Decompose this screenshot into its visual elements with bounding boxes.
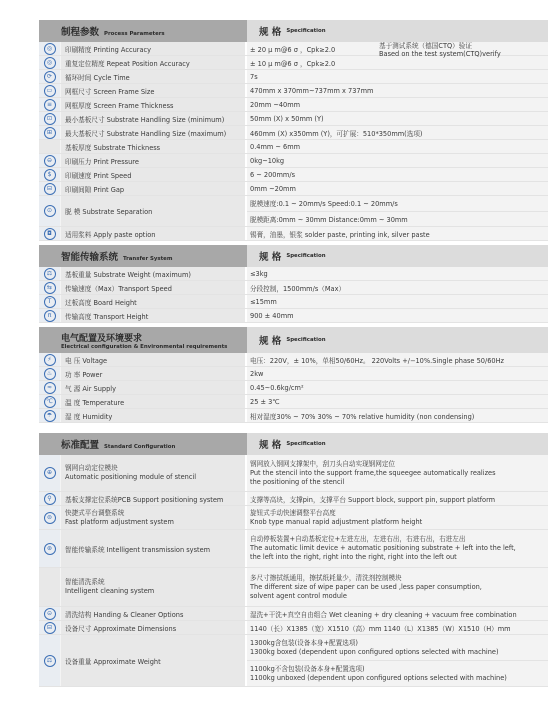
board-height-icon: T (39, 295, 61, 308)
spec-value: 0.45~0.6kg/cm² (247, 381, 548, 394)
paste-value: 锡膏，油墨，银浆 solder paste, printing ink, silver paste (247, 227, 548, 240)
cleaning-icon: ⊝ (39, 607, 61, 620)
spec-label: 基板重量 Substrate Weight (maximum) (61, 267, 247, 280)
stencil-row (39, 455, 548, 492)
stencil-value: 钢网放入钢网支撑架中，刮刀头自动实现钢网定位 Put the stencil into the support frame,the squeegee automatically realizes the positioning of the stencil (247, 455, 548, 491)
handing-row (39, 607, 548, 621)
spec-row (39, 126, 548, 140)
target-icon: ◎ (39, 56, 61, 69)
spec-value: 0kg~10kg (247, 154, 548, 167)
spec-label: 印刷间隙 Print Gap (61, 182, 247, 195)
target-icon: ◎ (39, 42, 61, 55)
spec-label: 传输高度 Transport Height (61, 309, 247, 322)
stencil-icon: ⊕ (39, 455, 61, 491)
spec-label: 气 源 Air Supply (61, 381, 247, 394)
spec-value: 7s (247, 70, 548, 83)
separation-distance: 脱模距离:0mm ~ 30mm Distance:0mm ~ 30mm (247, 212, 548, 227)
dimensions-icon: ⊟ (39, 621, 61, 634)
spec-row (39, 267, 548, 281)
paste-icon: ◘ (39, 227, 61, 240)
paste-row (39, 227, 548, 241)
cleaning-system-row (39, 568, 548, 607)
spec-row (39, 98, 548, 112)
spec-label: 基板厚度 Substrate Thickness (61, 140, 247, 153)
speed-icon: $ (39, 168, 61, 181)
separation-speed: 脱模速度:0.1 ~ 20mm/s Speed:0.1 ~ 20mm/s (247, 196, 548, 212)
spec-value: 2kw (247, 367, 548, 380)
gap-icon: ⊟ (39, 182, 61, 195)
max-size-icon: ⊞ (39, 126, 61, 139)
voltage-icon: ⚡ (39, 353, 61, 366)
weight-label: 设备重量 Approximate Weight (61, 635, 247, 686)
spec-value: 460mm (X) x350mm (Y)，可扩展：510*350mm(选项) (247, 126, 548, 139)
platform-icon: ⊜ (39, 506, 61, 529)
spec-row (39, 168, 548, 182)
spec-row (39, 367, 548, 381)
cycle-icon: ⟳ (39, 70, 61, 83)
spec-label: 温 度 Temperature (61, 395, 247, 408)
spec-value: 6 ~ 200mm/s (247, 168, 548, 181)
spec-label: 过板高度 Board Height (61, 295, 247, 308)
spec-row (39, 353, 548, 367)
spec-row (39, 182, 548, 196)
air-icon: ≈ (39, 381, 61, 394)
spec-label: 湿 度 Humidity (61, 409, 247, 422)
spec-label: 最大基板尺寸 Substrate Handling Size (maximum) (61, 126, 247, 139)
spec-label: 网框厚度 Screen Frame Thickness (61, 98, 247, 111)
spec-row (39, 56, 548, 70)
electrical-header-title: 电气配置及环境要求 Electrical configuration & Environmental requirements (39, 327, 247, 353)
spec-row (39, 295, 548, 309)
transfer-header-spec: 规 格 Specification (247, 245, 548, 267)
standard-header-title: 标准配置 Standard Configuration (39, 433, 247, 455)
standard-header (39, 433, 548, 455)
cleaning-system-label: 智能清洗系统 Intelligent cleaning system (61, 568, 247, 606)
spec-row (39, 70, 548, 84)
paste-label: 适用浆料 Apply paste option (61, 227, 247, 240)
weight-icon: ⚖ (39, 267, 61, 280)
spec-label: 电 压 Voltage (61, 353, 247, 366)
dimensions-label: 设备尺寸 Approximate Dimensions (61, 621, 247, 634)
spec-value: ≤3kg (247, 267, 548, 280)
pressure-icon: ⊖ (39, 154, 61, 167)
spec-value: 25 ± 3℃ (247, 395, 548, 408)
process-header-spec: 规 格 Specification (247, 20, 548, 42)
spec-value: 20mm ~40mm (247, 98, 548, 111)
pcb-icon: ⚲ (39, 492, 61, 505)
spec-value: ± 10 μ m@6 σ ，Cpk≥2.0 (247, 56, 548, 69)
weight-row (39, 635, 548, 687)
spec-value: ≤15mm (247, 295, 548, 308)
spec-label: 印刷压力 Print Pressure (61, 154, 247, 167)
spec-label: 功 率 Power (61, 367, 247, 380)
transmission-icon: ⊛ (39, 530, 61, 567)
pcb-value: 支撑等高块，支撑pin，支撑平台 Support block, support pin, support platform (247, 492, 548, 505)
cleaning-system-icon-cell (39, 568, 61, 606)
spec-label: 循环时间 Cycle Time (61, 70, 247, 83)
pcb-support-row (39, 492, 548, 506)
process-header-title: 制程参数 Process Parameters (39, 20, 247, 42)
weight-unboxed: 1100kg不含包装(设备本身+配置选项) 1100kg unboxed (dependent upon configured options selected with machine) (247, 661, 548, 686)
spec-label: 传输速度（Max）Transport Speed (61, 281, 247, 294)
transport-speed-icon: ⇆ (39, 281, 61, 294)
spec-label: 网框尺寸 Screen Frame Size (61, 84, 247, 97)
spec-row (39, 84, 548, 98)
electrical-rows (39, 353, 548, 423)
transmission-value: 自动停板装置+自动基板定位+左进左出，左进右出，右进右出，右进左出 The automatic limit device + automatic positioning substrate + left into the left, the left into the right, right into the right, right into the left out (247, 530, 548, 567)
process-header (39, 20, 548, 42)
process-parameters-section (39, 20, 548, 241)
test-system-note: 基于测试系统（德国CTQ）验证 Based on the test system(CTQ)verify (379, 42, 501, 58)
spec-label: 印刷速度 Print Speed (61, 168, 247, 181)
spec-label: 重复定位精度 Repeat Position Accuracy (61, 56, 247, 69)
transfer-rows (39, 267, 548, 323)
weight-boxed: 1300kg含包装(设备本身+配置选项) 1300kg boxed (dependent upon configured options selected with machine) (247, 635, 548, 661)
separation-row (39, 196, 548, 227)
spec-value: 相对湿度30% ~ 70% 30% ~ 70% relative humidity (non condensing) (247, 409, 548, 422)
frame-icon: ▭ (39, 84, 61, 97)
spec-label: 最小基板尺寸 Substrate Handling Size (minimum) (61, 112, 247, 125)
spec-row (39, 112, 548, 126)
separation-label: 脱 模 Substrate Separation (61, 196, 247, 226)
min-size-icon: ⊡ (39, 112, 61, 125)
stencil-label: 钢网自动定位模块 Automatic positioning module of stencil (61, 455, 247, 491)
spec-row (39, 381, 548, 395)
standard-header-spec: 规 格 Specification (247, 433, 548, 455)
electrical-header-spec: 规 格 Specification (247, 327, 548, 353)
handing-value: 湿洗+干洗+真空自由组合 Wet cleaning + dry cleaning + vacuum free combination (247, 607, 548, 620)
spec-label: 印刷精度 Printing Accuracy (61, 42, 247, 55)
transfer-system-section (39, 245, 548, 323)
spec-row (39, 409, 548, 423)
spec-value: 0mm ~20mm (247, 182, 548, 195)
spec-value: 0.4mm ~ 6mm (247, 140, 548, 153)
platform-row (39, 506, 548, 530)
pcb-label: 基板支撑定位系统PCB Support positioning system (61, 492, 247, 505)
spec-value: 电压：220V，± 10%，单相50/60Hz。 220Volts +/−10%.Single phase 50/60Hz (247, 353, 548, 366)
power-icon: ♨ (39, 367, 61, 380)
separation-icon: ⊙ (39, 196, 61, 226)
thickness-icon: ≡ (39, 98, 61, 111)
machine-weight-icon: ⚖ (39, 635, 61, 686)
electrical-section (39, 327, 548, 423)
transmission-label: 智能传输系统 Intelligent transmission system (61, 530, 247, 567)
spec-value: 470mm x 370mm~737mm x 737mm (247, 84, 548, 97)
spec-value: 分段控制，1500mm/s（Max） (247, 281, 548, 294)
substrate-icon (39, 140, 61, 153)
spec-row (39, 140, 548, 154)
transfer-header (39, 245, 548, 267)
spec-row (39, 309, 548, 323)
platform-value: 旋钮式手动快速调整平台高度 Knob type manual rapid adjustment platform height (247, 506, 548, 529)
dimensions-value: 1140（长）X1385（宽）X1510（高）mm 1140（L）X1385（W）X1510（H）mm (247, 621, 548, 634)
electrical-header (39, 327, 548, 353)
process-rows (39, 42, 548, 196)
spec-row (39, 395, 548, 409)
spec-row (39, 281, 548, 295)
cleaning-system-value: 多尺寸擦拭纸通用，擦拭纸耗量少，清洗剂控制模块 The different size of wipe paper can be used ,less paper consumption, solvent agent control module (247, 568, 548, 606)
temperature-icon: ℃ (39, 395, 61, 408)
spec-value: 900 ± 40mm (247, 309, 548, 322)
transmission-row (39, 530, 548, 568)
standard-config-section (39, 433, 548, 687)
spec-row (39, 154, 548, 168)
transfer-header-title: 智能传输系统 Transfer System (39, 245, 247, 267)
transport-height-icon: π (39, 309, 61, 322)
dimensions-row (39, 621, 548, 635)
spec-value: 50mm (X) x 50mm (Y) (247, 112, 548, 125)
spec-value: ± 20 μ m@6 σ ，Cpk≥2.0 (247, 42, 548, 55)
platform-label: 快捷式平台调整系统 Fast platform adjustment system (61, 506, 247, 529)
handing-label: 清洗结构 Handing & Cleaner Options (61, 607, 247, 620)
humidity-icon: ☂ (39, 409, 61, 422)
